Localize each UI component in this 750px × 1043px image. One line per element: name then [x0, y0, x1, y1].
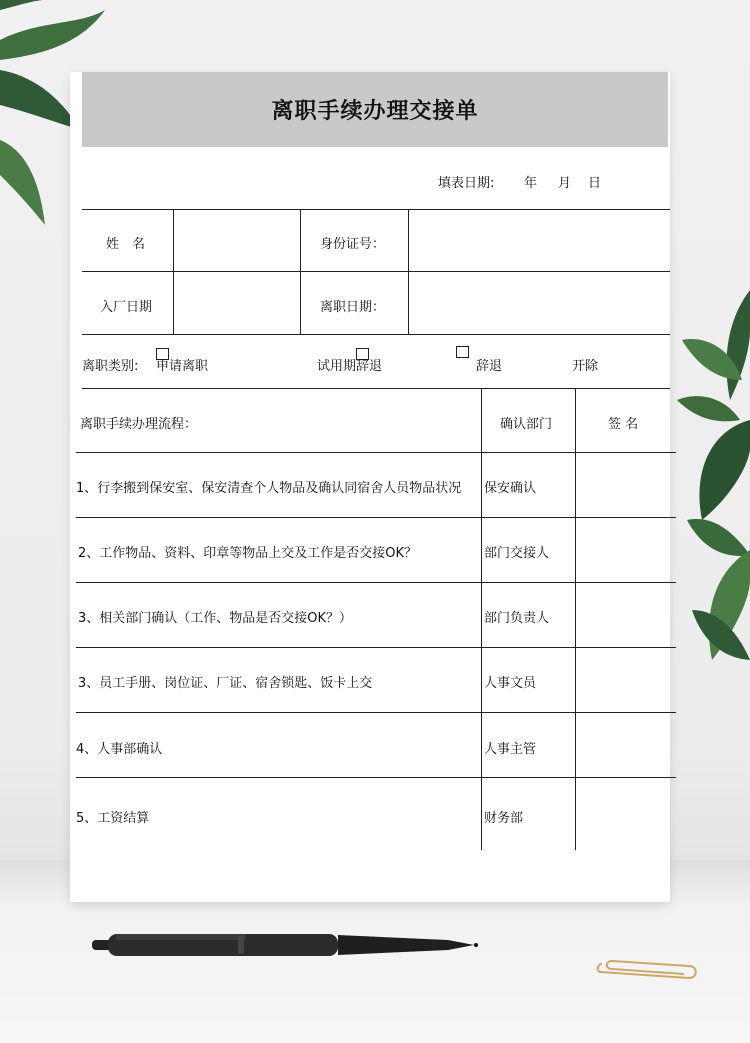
id-number-label: 身份证号： [320, 237, 386, 252]
process-step: 4、人事部确认 [76, 742, 163, 757]
signature-field[interactable] [578, 715, 666, 775]
handover-form-paper [70, 72, 670, 902]
signature-header: 签 名 [608, 417, 639, 432]
option-probation-dismiss: 试用期辞退 [317, 359, 383, 374]
leave-date-label: 离职日期： [320, 300, 386, 315]
rule-line [76, 712, 676, 713]
fill-date-year: 年 [524, 176, 538, 191]
rule-line [76, 517, 676, 518]
process-dept: 部门交接人 [484, 546, 550, 561]
process-dept: 财务部 [484, 811, 524, 826]
process-step: 2、工作物品、资料、印章等物品上交及工作是否交接OK？ [78, 546, 418, 561]
signature-field[interactable] [578, 780, 666, 848]
process-header: 离职手续办理流程： [80, 417, 198, 432]
name-field[interactable] [176, 212, 296, 270]
join-date-label: 入厂日期 [100, 300, 153, 315]
rule-line [82, 209, 670, 210]
signature-field[interactable] [578, 650, 666, 710]
id-number-field[interactable] [411, 212, 666, 270]
pen-icon [88, 926, 483, 964]
signature-field[interactable] [578, 585, 666, 645]
process-step: 3、相关部门确认（工作、物品是否交接OK？） [78, 611, 353, 626]
process-step: 3、员工手册、岗位证、厂证、宿舍锁匙、饭卡上交 [78, 676, 373, 691]
rule-line [173, 209, 174, 334]
paperclip-icon [594, 956, 704, 986]
fill-date-month: 月 [558, 176, 572, 191]
rule-line [82, 388, 670, 389]
option-expel: 开除 [572, 359, 599, 374]
process-dept: 保安确认 [484, 481, 537, 496]
leave-date-field[interactable] [411, 274, 666, 332]
name-label: 姓 名 [106, 237, 146, 252]
signature-field[interactable] [578, 455, 666, 515]
rule-line [76, 582, 676, 583]
process-dept: 部门负责人 [484, 611, 550, 626]
rule-line [300, 209, 301, 334]
option-dismiss: 辞退 [476, 359, 503, 374]
signature-field[interactable] [578, 520, 666, 580]
rule-line [76, 777, 676, 778]
option-apply-resign: 申请离职 [156, 359, 209, 374]
option-checkbox[interactable] [456, 346, 469, 358]
rule-line [82, 271, 670, 272]
rule-line [408, 209, 409, 334]
form-title: 离职手续办理交接单 [271, 99, 479, 124]
fill-date-day: 日 [588, 176, 602, 191]
process-step: 1、行李搬到保安室、保安清查个人物品及确认同宿舍人员物品状况 [76, 481, 462, 496]
rule-line [575, 388, 576, 850]
fill-date-label: 填表日期: [438, 176, 495, 191]
confirm-dept-header: 确认部门 [500, 417, 553, 432]
plant-right-icon [672, 280, 750, 700]
rule-line [82, 334, 670, 335]
rule-line [76, 647, 676, 648]
process-dept: 人事文员 [484, 676, 537, 691]
rule-line [481, 388, 482, 850]
leave-type-label: 离职类别: [82, 359, 139, 374]
process-dept: 人事主管 [484, 742, 537, 757]
form-title-bar [82, 72, 668, 147]
process-step: 5、工资结算 [76, 811, 150, 826]
join-date-field[interactable] [176, 274, 296, 332]
rule-line [76, 452, 676, 453]
